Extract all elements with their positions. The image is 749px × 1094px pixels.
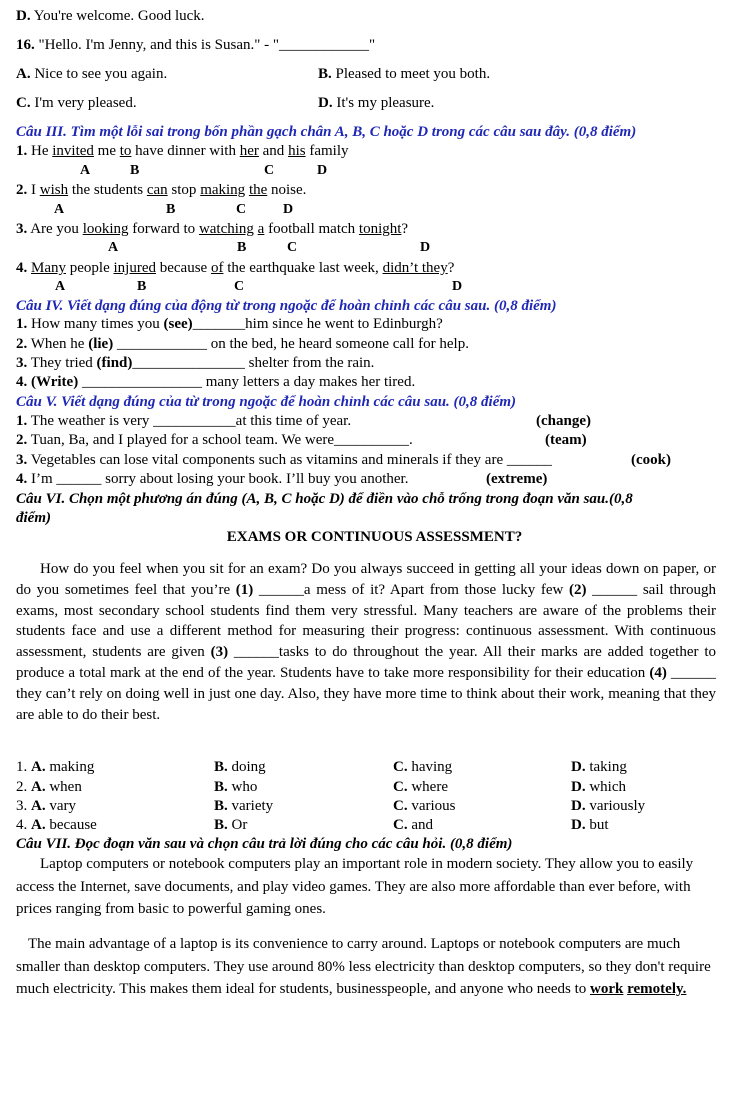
sec5-q2: 2. Tuan, Ba, and I played for a school team. We were__________.: [16, 432, 413, 448]
sec4-q4: 4. (Write) ________________ many letters a day makes her tired.: [16, 374, 416, 390]
q15-option-d: D. You're welcome. Good luck.: [16, 8, 205, 24]
sec6-passage: How do you feel when you sit for an exam? Do you always succeed in getting all your ideas down on paper, or do you sometimes feel that you’re (1) ______a mess of it? Apart from those lucky few (2) ______ sail through exams, most secondary school students find them very stressful. Many teachers are aware of the problems their students face and use a different method for measuring their progress: continuous assessment. With continuous assessment, students are given (3) ______tasks to do throughout the year. All their marks are added together to produce a total mark at the end of the year. Students have to take more responsibility for their education (4) ______ they can’t rely on doing well in just one day. Also, they have more time to think about their work, meaning that they are able to do their best.: [16, 561, 716, 723]
sec3-q1-letter-c: C: [264, 163, 275, 178]
sec6-opt1-c: C. having: [393, 759, 453, 775]
sec5-heading: Câu V. Viết dạng đúng của từ trong ngoặc để hoàn chỉnh các câu sau. (0,8 điểm): [16, 394, 517, 410]
sec3-q4-letter-a: A: [55, 279, 66, 294]
sec3-q3-letter-a: A: [108, 240, 119, 255]
sec6-opt2-d: D. which: [571, 779, 627, 795]
sec5-q4: 4. I’m ______ sorry about losing your book. I’ll buy you another.: [16, 471, 409, 487]
sec6-heading-line1: Câu VI. Chọn một phương án đúng (A, B, C hoặc D) để điền vào chỗ trống trong đoạn văn sau.(0,8: [16, 491, 633, 507]
q16-option-a: A. Nice to see you again.: [16, 66, 168, 82]
sec6-opt4-c: C. and: [393, 817, 434, 833]
sec3-q4-letter-b: B: [137, 279, 147, 294]
sec3-heading: Câu III. Tìm một lỗi sai trong bốn phần gạch chân A, B, C hoặc D trong các câu sau đây. (0,8 điểm): [16, 124, 637, 140]
sec6-options-row-3: 3. A. vary: [16, 798, 76, 814]
sec3-q2-letter-c: C: [236, 202, 247, 217]
sec6-opt1-b: B. doing: [214, 759, 266, 775]
sec7-paragraph-1: Laptop computers or notebook computers play an important role in modern society. They allow you to easily access the Internet, save documents, and play video games. They are also more affordable than ever before, with prices ranging from basic to powerful gaming ones.: [16, 856, 694, 917]
sec5-q1: 1. The weather is very ___________at this time of year.: [16, 413, 352, 429]
sec5-q4-word: (extreme): [486, 471, 548, 487]
sec6-passage-title: EXAMS OR CONTINUOUS ASSESSMENT?: [226, 529, 523, 545]
sec6-opt4-d: D. but: [571, 817, 609, 833]
sec6-opt1-d: D. taking: [571, 759, 627, 775]
sec5-q2-word: (team): [545, 432, 587, 448]
q16-option-d: D. It's my pleasure.: [318, 95, 435, 111]
sec3-q2-letter-d: D: [283, 202, 294, 217]
q16-option-c: C. I'm very pleased.: [16, 95, 137, 111]
sec3-q2-letter-a: A: [54, 202, 65, 217]
sec5-q3: 3. Vegetables can lose vital components such as vitamins and minerals if they are ______: [16, 452, 552, 468]
sec4-q3: 3. They tried (find)_______________ shelter from the rain.: [16, 355, 375, 371]
sec6-options-row-1: 1. A. making: [16, 759, 95, 775]
sec4-heading: Câu IV. Viết dạng đúng của động từ trong ngoặc để hoàn chỉnh các câu sau. (0,8 điểm): [16, 298, 557, 314]
sec3-q2: 2. I wish the students can stop making the noise.: [16, 182, 307, 198]
sec7-heading: Câu VII. Đọc đoạn văn sau và chọn câu trả lời đúng cho các câu hỏi. (0,8 điểm): [16, 836, 513, 852]
sec6-opt2-c: C. where: [393, 779, 448, 795]
sec7-paragraph-2: The main advantage of a laptop is its convenience to carry around. Laptops or notebook computers are much smaller than desktop computers. They use around 80% less electricity than desktop computers, so they don't require much electricity. This makes them ideal for students, businesspeople, and anyone who needs to work remotely.: [16, 936, 711, 997]
sec3-q3-letter-d: D: [420, 240, 431, 255]
sec6-options-row-2: 2. A. when: [16, 779, 82, 795]
sec5-q3-word: (cook): [631, 452, 671, 468]
sec5-q1-word: (change): [536, 413, 591, 429]
sec3-q4: 4. Many people injured because of the earthquake last week, didn’t they?: [16, 260, 455, 276]
sec3-q4-letter-d: D: [452, 279, 463, 294]
sec6-options-row-4: 4. A. because: [16, 817, 97, 833]
sec3-q3-letter-b: B: [237, 240, 247, 255]
sec6-opt3-c: C. various: [393, 798, 456, 814]
sec6-opt3-d: D. variously: [571, 798, 646, 814]
q16-option-b: B. Pleased to meet you both.: [318, 66, 491, 82]
sec3-q1: 1. He invited me to have dinner with her and his family: [16, 143, 349, 159]
sec6-heading-line2: điểm): [16, 510, 51, 526]
sec3-q3-letter-c: C: [287, 240, 298, 255]
sec4-q1: 1. How many times you (see)_______him since he went to Edinburgh?: [16, 316, 443, 332]
sec6-opt2-b: B. who: [214, 779, 258, 795]
sec4-q2: 2. When he (lie) ____________ on the bed, he heard someone call for help.: [16, 336, 469, 352]
sec3-q1-letter-d: D: [317, 163, 328, 178]
sec3-q1-letter-a: A: [80, 163, 91, 178]
q16-stem: 16. "Hello. I'm Jenny, and this is Susan." - "____________": [16, 37, 376, 53]
sec3-q3: 3. Are you looking forward to watching a football match tonight?: [16, 221, 409, 237]
sec6-opt3-b: B. variety: [214, 798, 274, 814]
sec3-q1-letter-b: B: [130, 163, 140, 178]
sec6-opt4-b: B. Or: [214, 817, 248, 833]
sec3-q4-letter-c: C: [234, 279, 245, 294]
sec3-q2-letter-b: B: [166, 202, 176, 217]
